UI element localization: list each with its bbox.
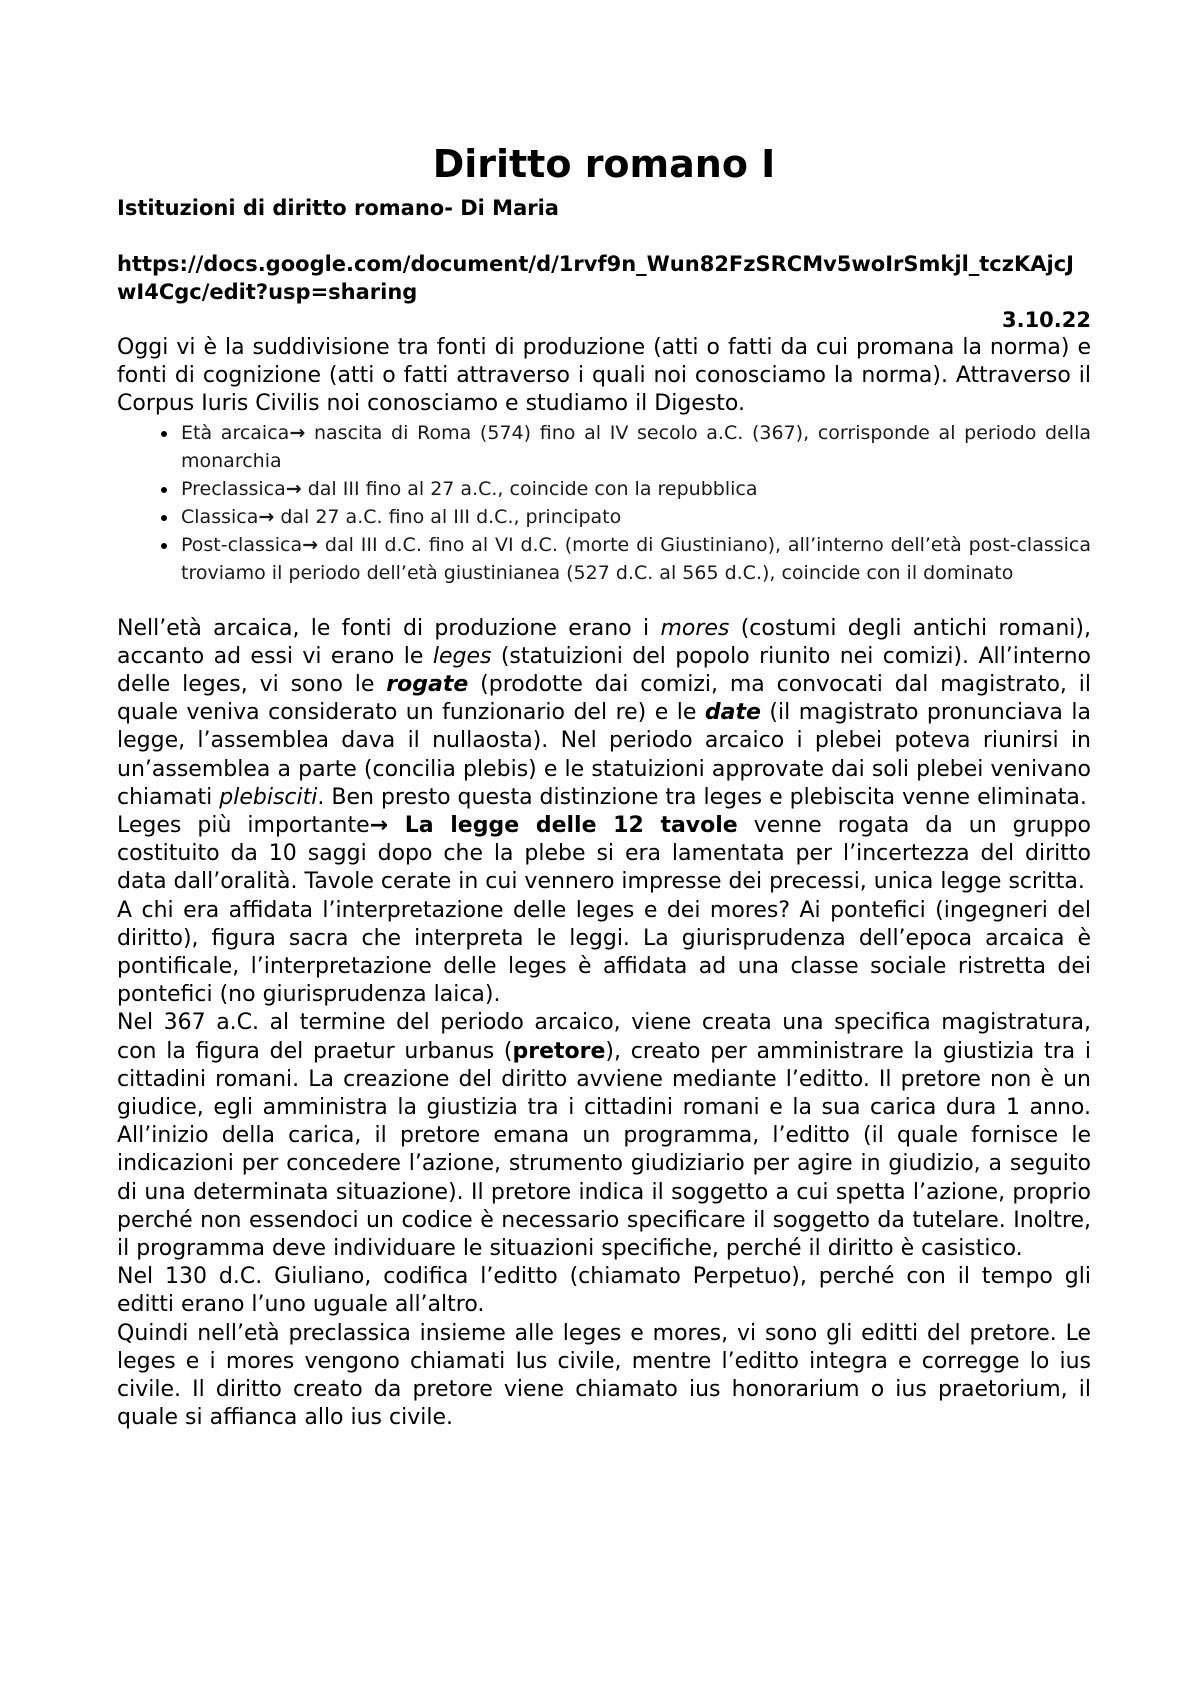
list-item: • Età arcaica→ nascita di Roma (574) fino al IV secolo a.C. (367), corrisponde al periodo della monarchia (179, 419, 1091, 475)
list-item: • Post-classica→ dal III d.C. fino al VI d.C. (morte di Giustiniano), all’interno dell’età post-classica troviamo il periodo dell’età giustinianea (527 d.C. al 565 d.C.), coincide con il dominato (179, 531, 1091, 587)
list-item: • Preclassica→ dal III fino al 27 a.C., coincide con la repubblica (179, 475, 1091, 503)
lecture-date: 3.10.22 (1001, 308, 1091, 332)
arrow-right-icon: → (302, 533, 319, 556)
paragraph-preclassica: Quindi nell’età preclassica insieme alle leges e mores, vi sono gli editti del pretore. Le leges e i mores vengono chiamati Ius civile, mentre l’editto integra e corregge lo ius civile. Il diritto creato da pretore viene chiamato ius honorarium o ius praetorium, il quale si affianca allo ius civile. (117, 1320, 1091, 1431)
arrow-right-icon: → (369, 813, 389, 839)
arrow-right-icon: → (289, 421, 306, 444)
document-title: Diritto romano I (432, 142, 776, 186)
intro-paragraph: Oggi vi è la suddivisione tra fonti di produzione (atti o fatti da cui promana la norma) e fonti di cognizione (atti o fatti attraverso i quali noi conosciamo la norma). Attraverso il Corpus Iuris Civilis noi conosciamo e studiamo il Digesto. (117, 335, 1091, 417)
paragraph-pontefici: A chi era affidata l’interpretazione delle leges e dei mores? Ai pontefici (ingegneri del diritto), figura sacra che interpreta le leggi. La giurisprudenza dell’epoca arcaica è pontificale, l’interpretazione delle leges è affidata ad una classe sociale ristretta dei pontefici (no giurisprudenza laica). (117, 897, 1091, 1008)
paragraph-eta-arcaica: Nell’età arcaica, le fonti di produzione erano i mores (costumi degli antichi romani), accanto ad essi vi erano le leges (statuizioni del popolo riunito nei comizi). All’interno delle leges, vi sono le rogate (prodotte dai comizi, ma convocati dal magistrato, il quale veniva considerato un funzionario del re) e le date (il magistrato pronunciava la legge, l’assemblea dava il nullaosta). Nel periodo arcaico i plebei poteva riunirsi in un’assemblea a parte (concilia plebis) e le statuizioni approvate dai soli plebei venivano chiamati plebisciti. Ben presto questa distinzione tra leges e plebiscita venne eliminata. (117, 615, 1091, 810)
paragraph-pretore: Nel 367 a.C. al termine del periodo arcaico, viene creata una specifica magistratura, con la figura del praetur urbanus (pretore), creato per amministrare la giustizia tra i cittadini romani. La creazione del diritto avviene mediante l’editto. Il pretore non è un giudice, egli amministra la giustizia tra i cittadini romani e la sua carica dura 1 anno. All’inizio della carica, il pretore emana un programma, l’editto (il quale fornisce le indicazioni per concedere l’azione, strumento giudiziario per agire in giudizio, a seguito di una determinata situazione). Il pretore indica il soggetto a cui spetta l’azione, proprio perché non essendoci un codice è necessario specificare il soggetto da tutelare. Inoltre, il programma deve individuare le situazioni specifiche, perché il diritto è casistico. (117, 1010, 1091, 1262)
document-subtitle: Istituzioni di diritto romano- Di Maria (117, 196, 559, 220)
document-page (117, 138, 1091, 1433)
paragraph-12-tavole: Leges più importante→ La legge delle 12 tavole venne rogata da un gruppo costituito da 10 saggi dopo che la plebe si era lamentata per l’incertezza del diritto data dall’oralità. Tavole cerate in cui vennero impresse dei precessi, unica legge scritta. (117, 813, 1091, 895)
google-docs-link[interactable]: https://docs.google.com/document/d/1rvf9n_Wun82FzSRCMv5woIrSmkjl_tczKAjcJwI4Cgc/edit?usp=sharing (117, 252, 1074, 304)
paragraph-giuliano: Nel 130 d.C. Giuliano, codifica l’editto (chiamato Perpetuo), perché con il tempo gli editti erano l’uno uguale all’altro. (117, 1264, 1091, 1318)
arrow-right-icon: → (285, 477, 302, 500)
periods-list (117, 419, 1091, 587)
arrow-right-icon: → (258, 505, 275, 528)
list-item: • Classica→ dal 27 a.C. fino al III d.C., principato (179, 503, 1091, 531)
